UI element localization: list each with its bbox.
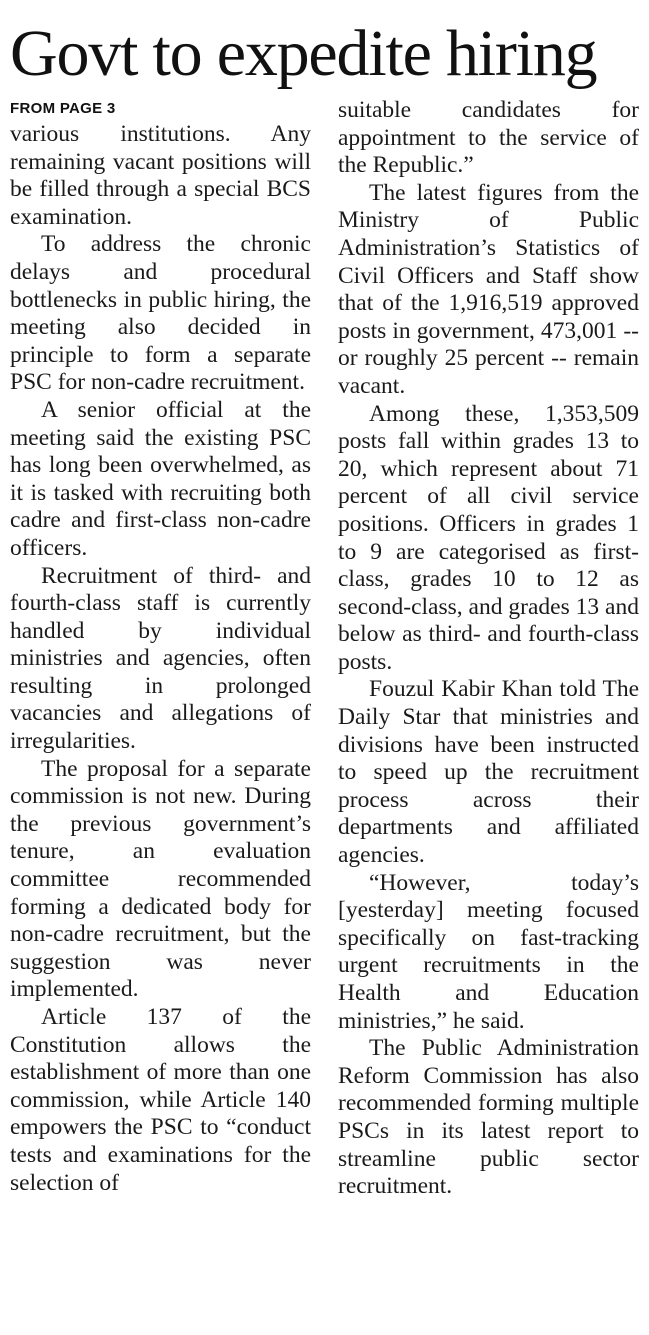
- article-paragraph: To address the chronic delays and procedural bottlenecks in public hiring, the meeting also decided in principle to form a separate PSC for non-cadre recruitment.: [10, 231, 311, 396]
- article-paragraph: The proposal for a separate commission is not new. During the previous government’s tenure, an evaluation committee recommended forming a dedicated body for non-cadre recruitment, but the suggestion was never implemented.: [10, 755, 311, 1003]
- article-paragraph: The latest figures from the Ministry of Public Administration’s Statistics of Civil Officers and Staff show that of the 1,916,519 approved posts in government, 473,001 -- or roughly 25 percent -- remain vacant.: [338, 179, 639, 399]
- article-paragraph: “However, today’s [yesterday] meeting focused specifically on fast-tracking urgent recruitments in the Health and Education ministries,” he said.: [338, 869, 639, 1034]
- article-paragraph: The Public Administration Reform Commission has also recommended forming multiple PSCs in its latest report to streamline public sector recruitment.: [338, 1035, 639, 1200]
- article-paragraph: Article 137 of the Constitution allows the establishment of more than one commission, while Article 140 empowers the PSC to “conduct tests and examinations for the selection of: [10, 1004, 311, 1196]
- continuation-kicker: FROM PAGE 3: [10, 100, 116, 117]
- article-paragraph: A senior official at the meeting said the existing PSC has long been overwhelmed, as it is tasked with recruiting both cadre and first-class non-cadre officers.: [10, 396, 311, 561]
- article-paragraph: Among these, 1,353,509 posts fall within grades 13 to 20, which represent about 71 percent of all civil service positions. Officers in grades 1 to 9 are categorised as first-class, grades 10 to 12 as second-class, and grades 13 and below as third- and fourth-class posts.: [338, 400, 639, 675]
- article-paragraph: Recruitment of third- and fourth-class staff is currently handled by individual ministries and agencies, often resulting in prolonged vacancies and allegations of irregularities.: [10, 562, 311, 755]
- article-column-left: [10, 97, 311, 1197]
- article-paragraph: various institutions. Any remaining vacant positions will be filled through a special BCS examination.: [10, 121, 311, 230]
- headline: Govt to expedite hiring: [10, 17, 597, 90]
- article-paragraph: Fouzul Kabir Khan told The Daily Star that ministries and divisions have been instructed to speed up the recruitment process across their departments and affiliated agencies.: [338, 676, 639, 869]
- article-paragraph: suitable candidates for appointment to the service of the Republic.”: [338, 97, 639, 179]
- article-column-right: [338, 97, 639, 1201]
